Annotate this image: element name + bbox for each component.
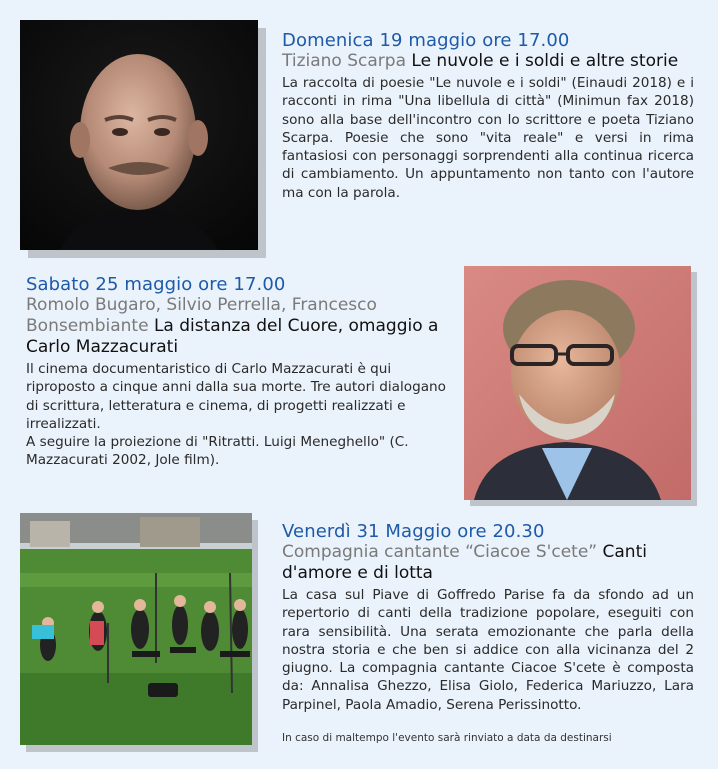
event-date: Domenica 19 maggio ore 17.00	[282, 30, 570, 51]
event-title: Le nuvole e i soldi e altre storie	[411, 51, 679, 71]
event-description-extra: A seguire la proiezione di "Ritratti. Luigi Meneghello" (C. Mazzacurati 2002, Jole film).	[26, 434, 409, 469]
event-date: Sabato 25 maggio ore 17.00	[26, 274, 286, 295]
event-description: La raccolta di poesie "Le nuvole e i soldi" (Einaudi 2018) e i racconti in rima "Una libellula di città" (Minimun fax 2018) sono alla base dell'incontro con lo scrittore e poeta Tiziano Scarpa. Poesie che sono "vita reale" e versi in rima fantasiosi con personaggi sorprendenti alla continua ricerca di cambiamento. Un appuntamento non tanto con l'autore ma con la parola.	[282, 75, 694, 201]
photo-tiziano-scarpa	[20, 20, 258, 250]
event-2	[26, 274, 446, 470]
event-heading	[26, 295, 446, 358]
event-date: Venerdì 31 Maggio ore 20.30	[282, 521, 545, 542]
event-description: Il cinema documentaristico di Carlo Mazzacurati è qui riproposto a cinque anni dalla sua morte. Tre autori dialogano di scrittura, letteratura e cinema, di progetti realizzati e irrealizzati.	[26, 361, 446, 432]
event-title: La distanza del Cuore, omaggio a Carlo Mazzacurati	[26, 316, 439, 357]
event-heading	[282, 542, 694, 584]
event-speakers: Tiziano Scarpa	[282, 51, 406, 71]
event-title: Canti d'amore e di lotta	[282, 542, 647, 583]
event-heading	[282, 51, 694, 72]
event-speakers: Romolo Bugaro, Silvio Perrella, Francesco Bonsembiante	[26, 295, 377, 336]
event-description: La casa sul Piave di Goffredo Parise fa da sfondo ad un repertorio di canti della tradizione popolare, eseguiti con rara sensibilità. Una serata emozionante che parla della nostra storia e che ben si addice con alla vicinanza del 2 giugno. La compagnia cantante Ciacoe S'cete è composta da: Annalisa Ghezzo, Elisa Giolo, Federica Mariuzzo, Lara Parpinel, Paola Amadio, Serena Perissinotto.	[282, 587, 694, 713]
photo-carlo-mazzacurati-guest	[464, 266, 691, 500]
photo-compagnia-ciacoe-scete	[20, 513, 252, 745]
event-3	[282, 521, 694, 714]
event-1	[282, 30, 694, 202]
weather-footnote: In caso di maltempo l'evento sarà rinviato a data da destinarsi	[282, 732, 612, 744]
event-speakers: Compagnia cantante “Ciacoe S'cete”	[282, 542, 598, 562]
